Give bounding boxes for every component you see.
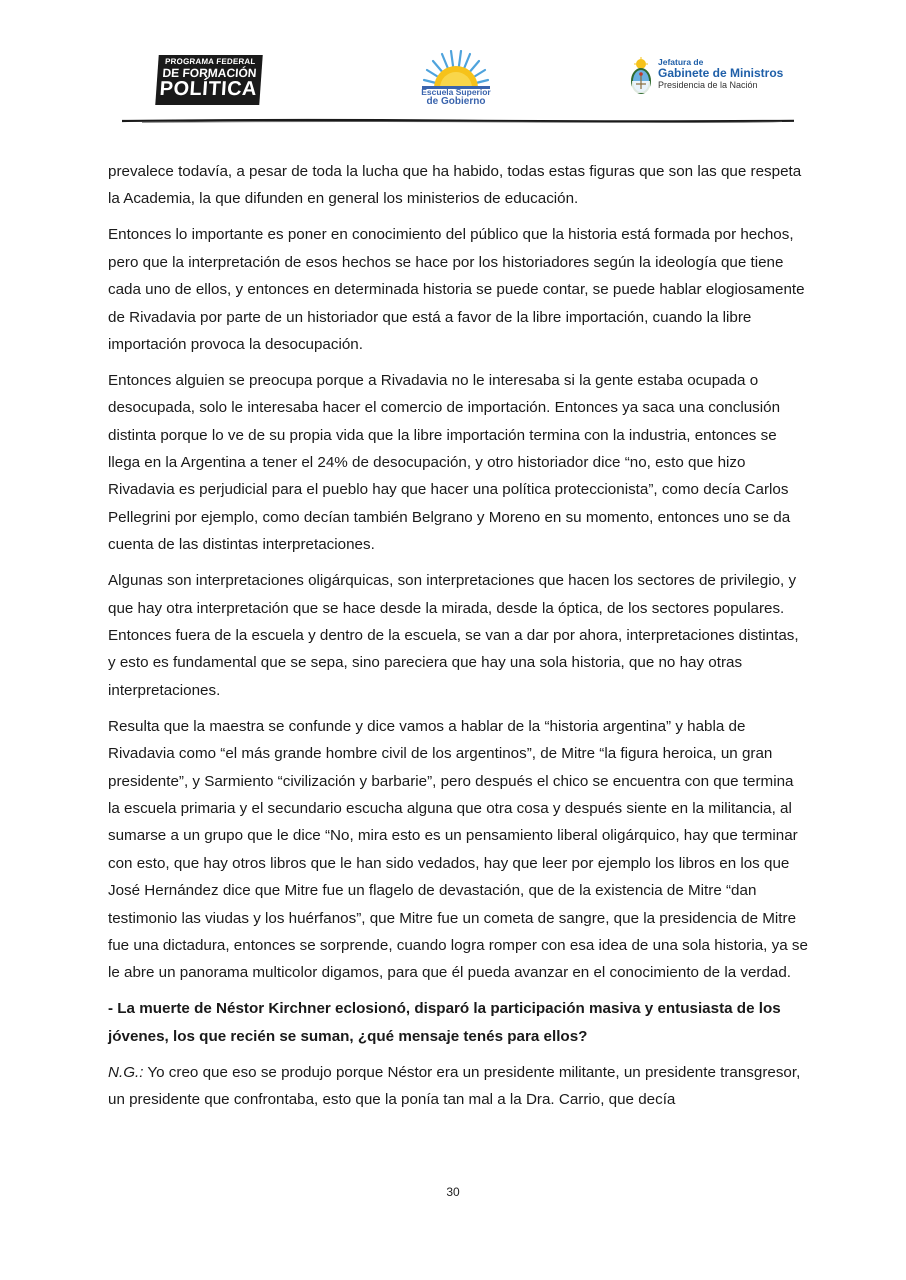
escuela-superior-logo xyxy=(418,50,494,110)
paragraph: Algunas son interpretaciones oligárquicas, son interpretaciones que hacen los sectores de privilegio, y que hay otra interpretación que se hace desde la mirada, desde la óptica, de los sectores populares. Entonces fuera de la escuela y dentro de la escuela, se van a dar por ahora, interpretaciones distintas, y esto es fundamental que se sepa, sino pareciera que hay una sola historia, que no hay otras interpretaciones. xyxy=(108,572,799,699)
paragraph: prevalece todavía, a pesar de toda la lucha que ha habido, todas estas figuras que son las que respeta la Academia, la que difunden en general los ministerios de educación. xyxy=(108,163,802,208)
document-body xyxy=(108,158,808,1122)
page-number: 30 xyxy=(446,1185,460,1199)
logo-gabinete-line2: Gabinete de Ministros xyxy=(658,66,784,81)
header-divider xyxy=(122,118,794,124)
logo-gabinete-line1: Jefatura de xyxy=(658,57,704,67)
interview-question: - La muerte de Néstor Kirchner eclosionó, disparó la participación masiva y entusiasta de los jóvenes, los que recién se suman, ¿qué mensaje tenés para ellos? xyxy=(108,1000,781,1045)
answer-speaker: N.G.: xyxy=(108,1063,144,1081)
answer-text: Yo creo que eso se produjo porque Néstor era un presidente militante, un presidente transgresor, un presidente que confrontaba, esto que la ponía tan mal a la Dra. Carrio, que decía xyxy=(108,1063,801,1108)
logo-gabinete-line3: Presidencia de la Nación xyxy=(658,79,758,90)
argentine-coat-of-arms-icon xyxy=(628,57,654,97)
logo-pff-line2: DE FORMACIÓN xyxy=(162,66,257,80)
paragraph: Entonces lo importante es poner en conocimiento del público que la historia está formada por hechos, pero que la interpretación de esos hechos se hace por los historiadores según la ideología que tiene cada uno de ellos, y entonces en determinada historia se puede contar, se puede hablar elogiosamente de Rivadavia por parte de un historiador que está a favor de la libre importación, cuando la libre importación provoca la desocupación. xyxy=(108,226,805,353)
paragraph: Resulta que la maestra se confunde y dice vamos a hablar de la “historia argentina” y habla de Rivadavia como “el más grande hombre civil de los argentinos”, de Mitre “la figura heroica, un gran presidente”, y Sarmiento “civilización y barbarie”, pero después el chico se encuentra con que termina la escuela primaria y el secundario escucha alguna que otra cosa y después siente en la militancia, al sumarse a un grupo que le dice “No, mira esto es un pensamiento liberal oligárquico, hay que terminar con esto, que hay otros libros que le han sido vedados, hay que leer por ejemplo los libros en los que José Hernández dice que Mitre fue un flagelo de devastación, que de la existencia de Mitre “dan testimonio las viudas y los huérfanos”, que Mitre fue un cometa de sangre, que la presidencia de Mitre fue una dictadura, entonces se sorprende, cuando logra romper con esa idea de una sola historia, ya se le abre un panorama multicolor digamos, para que él pueda avanzar en el conocimiento de la verdad. xyxy=(108,717,808,982)
logo-esg-line2: de Gobierno xyxy=(426,95,486,107)
page-header xyxy=(0,0,906,130)
sun-emblem-icon xyxy=(418,50,494,90)
programa-federal-logo xyxy=(155,55,262,105)
logo-pff-line1: PROGRAMA FEDERAL xyxy=(164,57,256,66)
logo-esg-line1: Escuela Superior xyxy=(421,87,491,97)
paragraph: Entonces alguien se preocupa porque a Rivadavia no le interesaba si la gente estaba ocupada o desocupada, solo le interesaba hacer el comercio de importación. Entonces ya saca una conclusión distinta porque lo ve de su propia vida que la libre importación termina con la industria, entonces se llega en la Argentina a tener el 24% de desocupación, y otro historiador dice “no, esto que hizo Rivadavia es perjudicial para el pueblo hay que hacer una política proteccionista”, como decía Carlos Pellegrini por ejemplo, como decían también Belgrano y Moreno en su momento, entonces uno se da cuenta de las distintas interpretaciones. xyxy=(108,371,791,554)
interview-answer xyxy=(108,1059,808,1114)
jefatura-gabinete-logo xyxy=(628,57,788,101)
logo-pff-line3: POLÍTICA xyxy=(158,78,258,100)
